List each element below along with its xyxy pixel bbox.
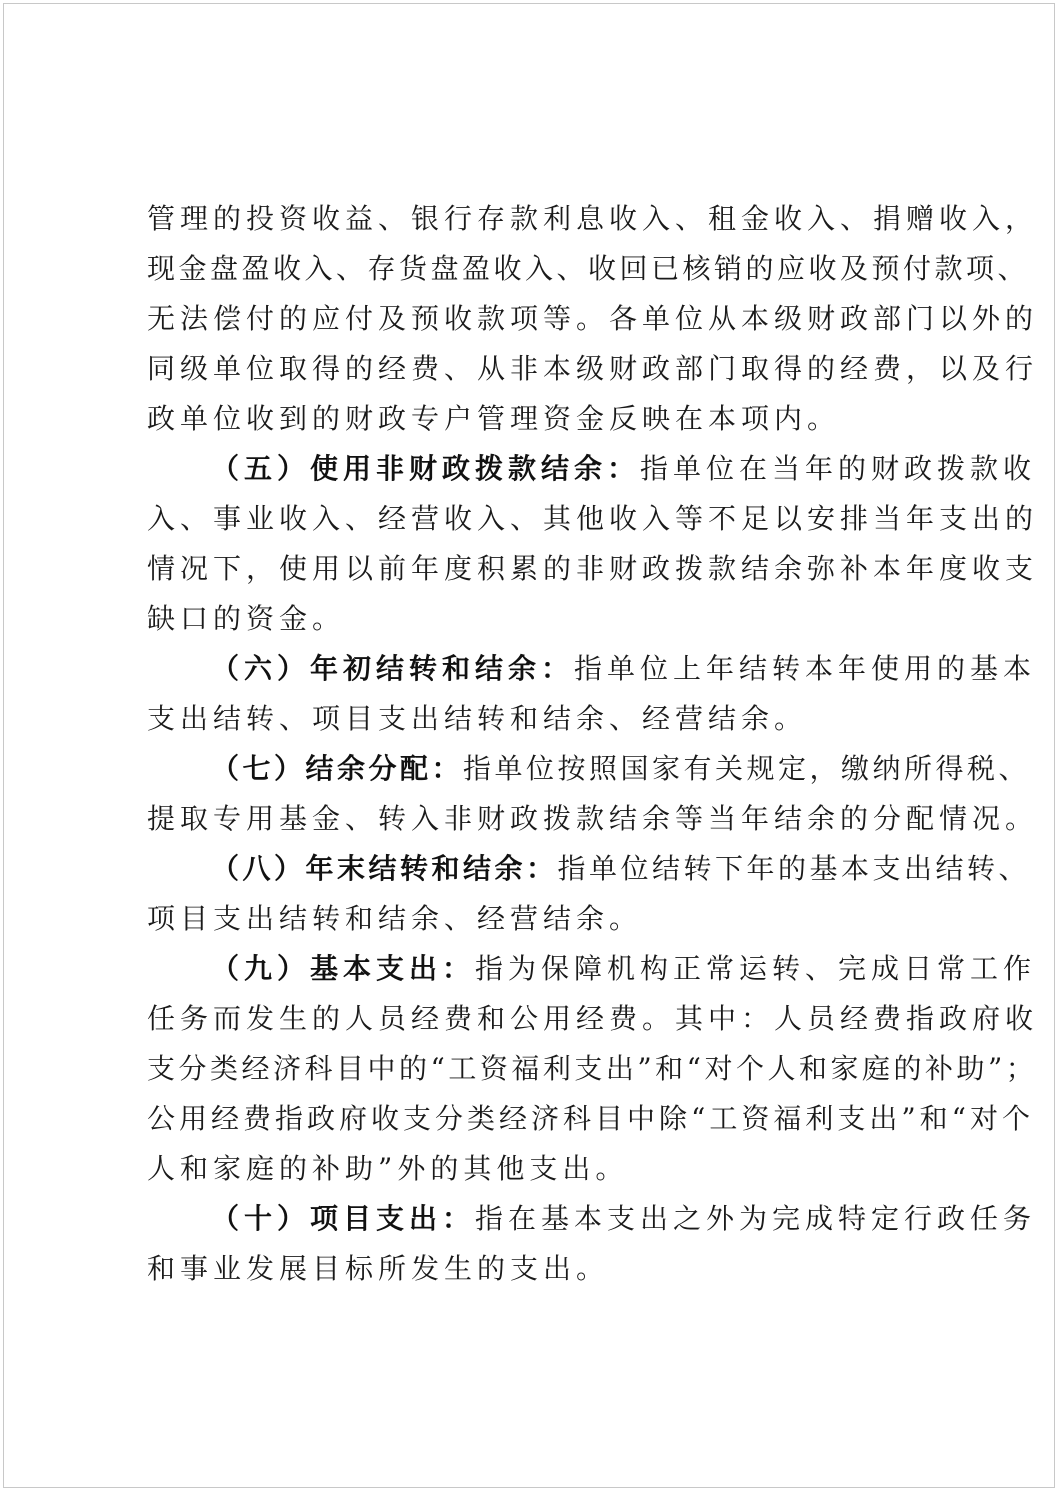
- text-line: 提取专用基金、转入非财政拨款结余等当年结余的分配情况。: [147, 802, 1039, 835]
- section-heading: （六）年初结转和结余：: [211, 652, 575, 685]
- text-line: 同级单位取得的经费、从非本级财政部门取得的经费，以及行: [147, 352, 1039, 385]
- text-line: 和事业发展目标所发生的支出。: [147, 1252, 610, 1285]
- section-heading: （十）项目支出：: [211, 1202, 476, 1235]
- text-line: 无法偿付的应付及预收款项等。各单位从本级财政部门以外的: [147, 302, 1039, 335]
- section-7-line: （七）结余分配：指单位按照国家有关规定，缴纳所得税、: [211, 752, 1031, 785]
- section-5-line: （五）使用非财政拨款结余：指单位在当年的财政拨款收: [211, 452, 1037, 485]
- section-heading: （九）基本支出：: [211, 952, 476, 985]
- section-heading: （八）年末结转和结余：: [211, 852, 558, 885]
- section-10-line: （十）项目支出：指在基本支出之外为完成特定行政任务: [211, 1202, 1037, 1235]
- section-6-line: （六）年初结转和结余：指单位上年结转本年使用的基本: [211, 652, 1037, 685]
- text-line: 情况下，使用以前年度积累的非财政拨款结余弥补本年度收支: [147, 552, 1039, 585]
- section-heading: （七）结余分配：: [211, 752, 464, 785]
- text-line: 公用经费指政府收支分类经济科目中除“工资福利支出”和“对个: [147, 1102, 1034, 1135]
- section-heading: （五）使用非财政拨款结余：: [211, 452, 641, 485]
- text-line: 入、事业收入、经营收入、其他收入等不足以安排当年支出的: [147, 502, 1039, 535]
- text-line: 政单位收到的财政专户管理资金反映在本项内。: [147, 402, 841, 435]
- section-8-line: （八）年末结转和结余：指单位结转下年的基本支出结转、: [211, 852, 1031, 885]
- text-line: 现金盘盈收入、存货盘盈收入、收回已核销的应收及预付款项、: [147, 252, 1030, 285]
- text-line: 人和家庭的补助”外的其他支出。: [147, 1152, 629, 1185]
- text-line: 支出结转、项目支出结转和结余、经营结余。: [147, 702, 808, 735]
- section-9-line: （九）基本支出：指为保障机构正常运转、完成日常工作: [211, 952, 1037, 985]
- text-line: 缺口的资金。: [147, 602, 346, 635]
- text-line: 项目支出结转和结余、经营结余。: [147, 902, 643, 935]
- page-frame: [3, 3, 1055, 1488]
- text-line: 任务而发生的人员经费和公用经费。其中：人员经费指政府收: [147, 1002, 1039, 1035]
- text-line: 管理的投资收益、银行存款利息收入、租金收入、捐赠收入，: [147, 202, 1039, 235]
- text-line: 支分类经济科目中的“工资福利支出”和“对个人和家庭的补助”；: [147, 1052, 1038, 1085]
